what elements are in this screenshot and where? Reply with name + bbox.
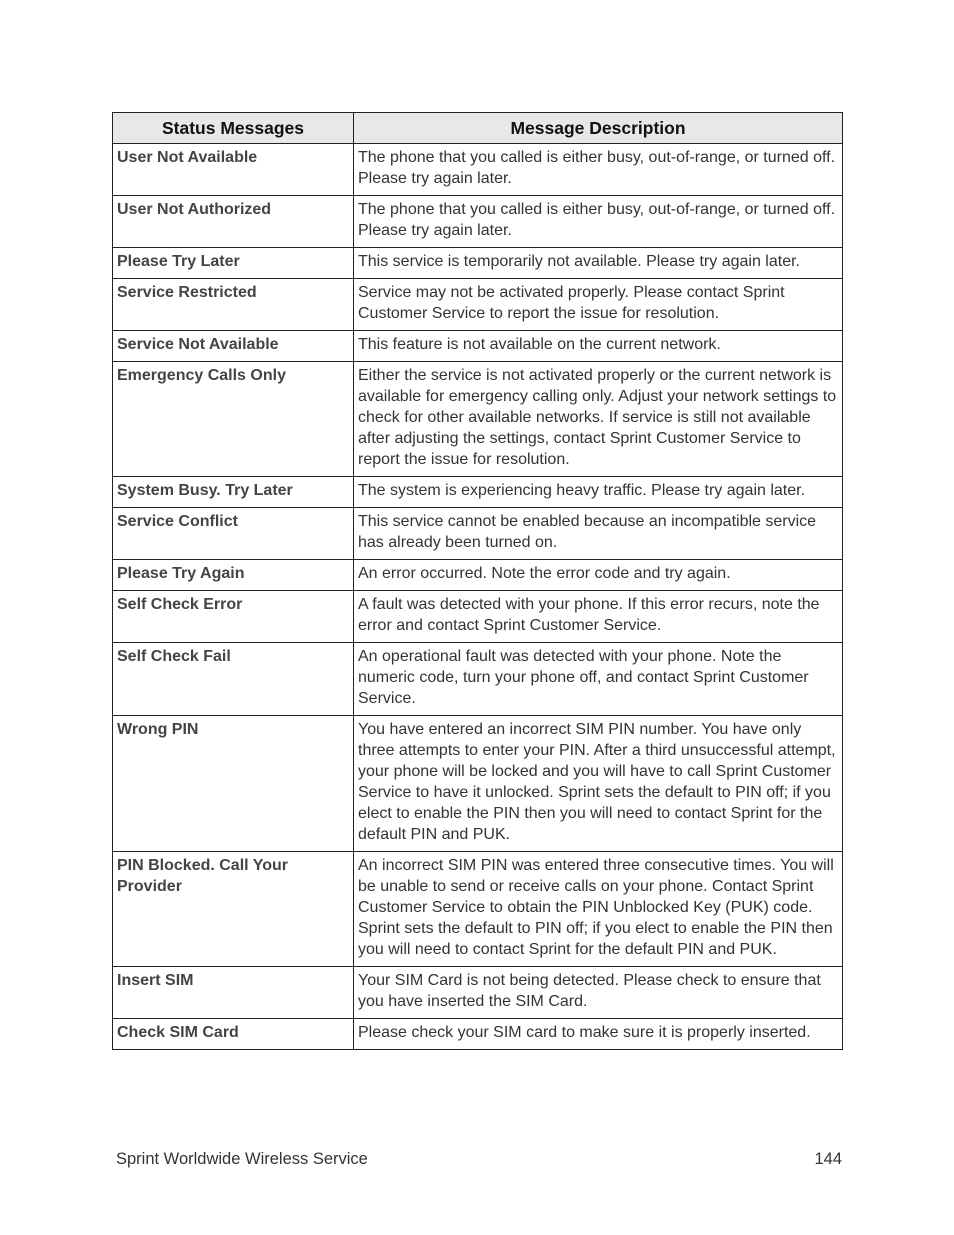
status-messages-table	[112, 112, 843, 1050]
table-row	[113, 1019, 843, 1050]
description-cell: The phone that you called is either busy, out-of-range, or turned off. Please try again later.	[354, 196, 843, 248]
table-row	[113, 331, 843, 362]
column-header-status: Status Messages	[113, 113, 354, 144]
status-cell: User Not Authorized	[113, 196, 354, 248]
status-cell: Service Not Available	[113, 331, 354, 362]
table-row	[113, 716, 843, 852]
table-row	[113, 508, 843, 560]
status-cell: Please Try Later	[113, 248, 354, 279]
description-cell: An incorrect SIM PIN was entered three consecutive times. You will be unable to send or receive calls on your phone. Contact Sprint Customer Service to obtain the PIN Unblocked Key (PUK) code. Sprint sets the default to PIN off; if you elect to enable the PIN then you will need to contact Sprint for the default PIN and PUK.	[354, 852, 843, 967]
description-cell: The system is experiencing heavy traffic. Please try again later.	[354, 477, 843, 508]
description-cell: This service is temporarily not available. Please try again later.	[354, 248, 843, 279]
status-cell: Self Check Fail	[113, 643, 354, 716]
description-cell: This feature is not available on the current network.	[354, 331, 843, 362]
description-cell: Service may not be activated properly. Please contact Sprint Customer Service to report the issue for resolution.	[354, 279, 843, 331]
status-messages-table-container	[112, 112, 842, 1050]
footer-document-title: Sprint Worldwide Wireless Service	[116, 1150, 368, 1168]
table-row	[113, 248, 843, 279]
table-row	[113, 279, 843, 331]
table-row	[113, 967, 843, 1019]
footer-page-number: 144	[814, 1150, 842, 1168]
table-row	[113, 560, 843, 591]
status-cell: Service Restricted	[113, 279, 354, 331]
table-row	[113, 362, 843, 477]
description-cell: Either the service is not activated properly or the current network is available for emergency calling only. Adjust your network settings to check for other available networks. If service is still not available after adjusting the settings, contact Sprint Customer Service to report the issue for resolution.	[354, 362, 843, 477]
status-cell: Insert SIM	[113, 967, 354, 1019]
column-header-description: Message Description	[354, 113, 843, 144]
status-cell: Check SIM Card	[113, 1019, 354, 1050]
description-cell: You have entered an incorrect SIM PIN number. You have only three attempts to enter your PIN. After a third unsuccessful attempt, your phone will be locked and you will have to call Sprint Customer Service to have it unlocked. Sprint sets the default to PIN off; if you elect to enable the PIN then you will need to contact Sprint for the default PIN and PUK.	[354, 716, 843, 852]
status-cell: Self Check Error	[113, 591, 354, 643]
table-row	[113, 477, 843, 508]
description-cell: Your SIM Card is not being detected. Please check to ensure that you have inserted the SIM Card.	[354, 967, 843, 1019]
description-cell: Please check your SIM card to make sure it is properly inserted.	[354, 1019, 843, 1050]
status-cell: Please Try Again	[113, 560, 354, 591]
description-cell: The phone that you called is either busy, out-of-range, or turned off. Please try again later.	[354, 144, 843, 196]
description-cell: A fault was detected with your phone. If this error recurs, note the error and contact Sprint Customer Service.	[354, 591, 843, 643]
status-cell: PIN Blocked. Call Your Provider	[113, 852, 354, 967]
table-row	[113, 643, 843, 716]
status-cell: User Not Available	[113, 144, 354, 196]
table-row	[113, 196, 843, 248]
table-row	[113, 591, 843, 643]
status-cell: Service Conflict	[113, 508, 354, 560]
status-cell: Wrong PIN	[113, 716, 354, 852]
status-cell: System Busy. Try Later	[113, 477, 354, 508]
table-row	[113, 144, 843, 196]
description-cell: An operational fault was detected with your phone. Note the numeric code, turn your phone off, and contact Sprint Customer Service.	[354, 643, 843, 716]
table-row	[113, 852, 843, 967]
status-cell: Emergency Calls Only	[113, 362, 354, 477]
description-cell: This service cannot be enabled because an incompatible service has already been turned on.	[354, 508, 843, 560]
description-cell: An error occurred. Note the error code and try again.	[354, 560, 843, 591]
table-header-row	[113, 113, 843, 144]
